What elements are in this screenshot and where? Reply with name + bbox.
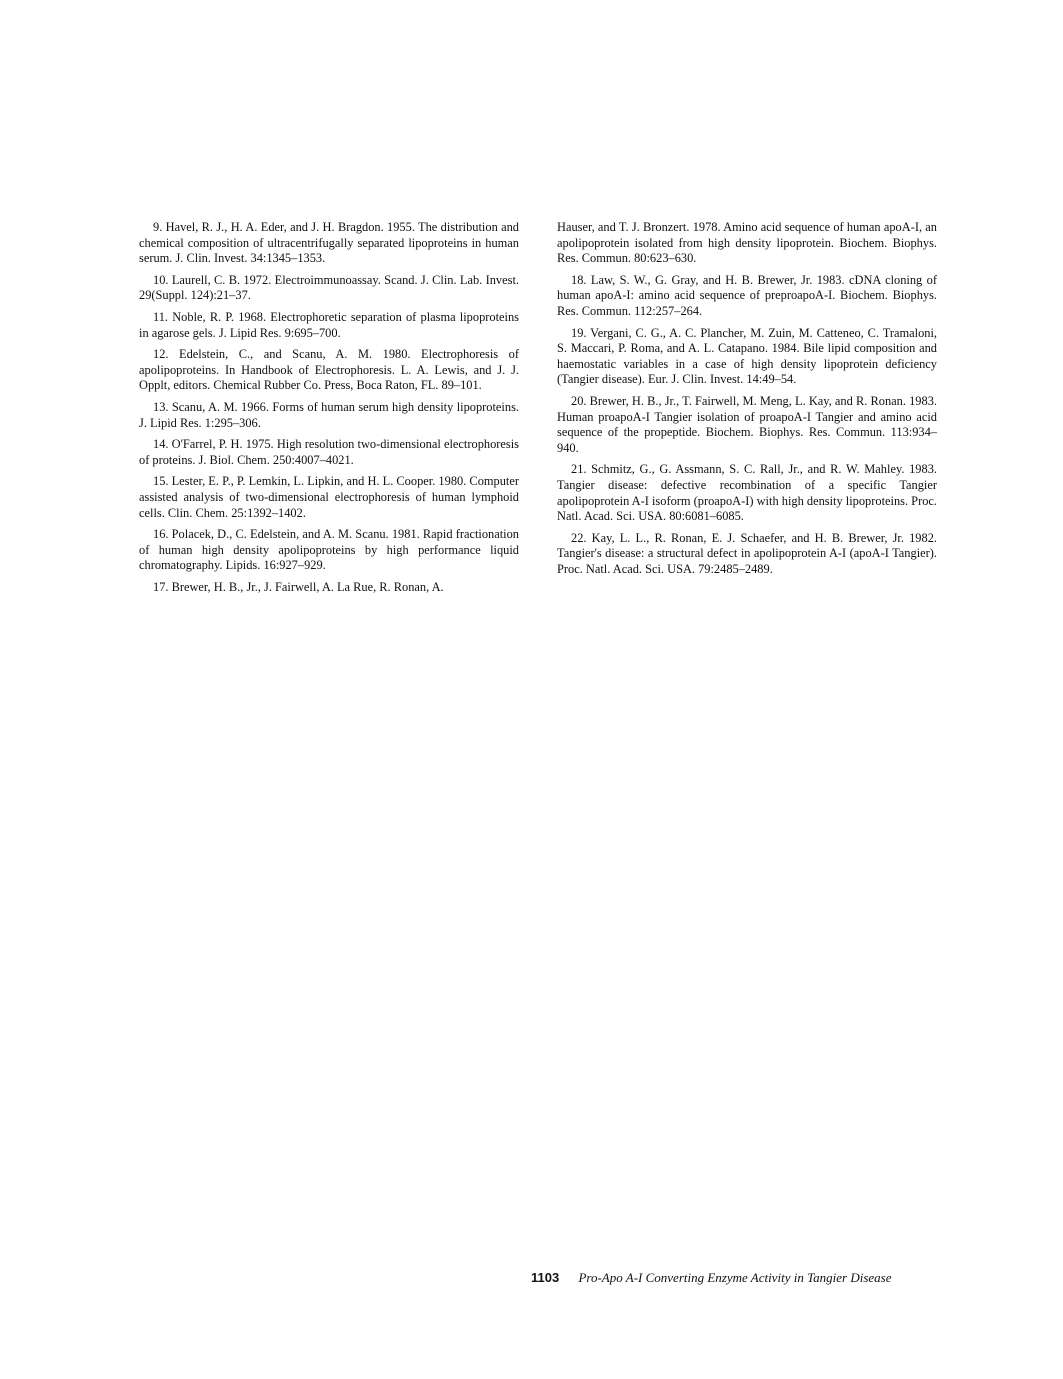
reference-12: 12. Edelstein, C., and Scanu, A. M. 1980. Electrophoresis of apolipoproteins. In Handbook of Electrophoresis. L. A. Lewis, and J. J. Opplt, editors. Chemical Rubber Co. Press, Boca Raton, FL. 89–101. [139,347,519,393]
reference-14: 14. O'Farrel, P. H. 1975. High resolution two-dimensional electrophoresis of proteins. J. Biol. Chem. 250:4007–4021. [139,437,519,467]
reference-20: 20. Brewer, H. B., Jr., T. Fairwell, M. Meng, L. Kay, and R. Ronan. 1983. Human proapoA-I Tangier isolation of proapoA-I Tangier and amino acid sequence of the propeptide. Biochem. Biophys. Res. Commun. 113:934–940. [557,393,937,455]
reference-list-right [557,220,937,583]
reference-15: 15. Lester, E. P., P. Lemkin, L. Lipkin, and H. L. Cooper. 1980. Computer assisted analysis of two-dimensional electrophoresis of human lymphoid cells. Clin. Chem. 25:1392–1402. [139,474,519,520]
reference-13: 13. Scanu, A. M. 1966. Forms of human serum high density lipoproteins. J. Lipid Res. 1:295–306. [139,399,519,430]
reference-17-continued: Hauser, and T. J. Bronzert. 1978. Amino acid sequence of human apoA-I, an apolipoprotein isolated from high density lipoprotein. Biochem. Biophys. Res. Commun. 80:623–630. [557,220,937,266]
page-number: 1103 [531,1270,560,1285]
reference-11: 11. Noble, R. P. 1968. Electrophoretic separation of plasma lipoproteins in agarose gels. J. Lipid Res. 9:695–700. [139,309,519,340]
reference-16: 16. Polacek, D., C. Edelstein, and A. M. Scanu. 1981. Rapid fractionation of human high density apolipoproteins by high performance liquid chromatography. Lipids. 16:927–929. [139,527,519,573]
reference-17: 17. Brewer, H. B., Jr., J. Fairwell, A. La Rue, R. Ronan, A. [153,579,444,594]
reference-22: 22. Kay, L. L., R. Ronan, E. J. Schaefer, and H. B. Brewer, Jr. 1982. Tangier's disease: a structural defect in apolipoprotein A-I (apoA-I Tangier). Proc. Natl. Acad. Sci. USA. 79:2485–2489. [557,530,937,576]
page-footer [531,1270,951,1286]
reference-18: 18. Law, S. W., G. Gray, and H. B. Brewer, Jr. 1983. cDNA cloning of human apoA-I: amino acid sequence of preproapoA-I. Biochem. Biophys. Res. Commun. 112:257–264. [557,272,937,318]
reference-19: 19. Vergani, C. G., A. C. Plancher, M. Zuin, M. Catteneo, C. Tramaloni, S. Maccari, P. Roma, and A. L. Catapano. 1984. Bile lipid composition and haemostatic variables in a case of high density lipoprotein deficiency (Tangier disease). Eur. J. Clin. Invest. 14:49–54. [557,325,937,387]
reference-list-left [139,220,519,601]
reference-10: 10. Laurell, C. B. 1972. Electroimmunoassay. Scand. J. Clin. Lab. Invest. 29(Suppl. 124):21–37. [139,272,519,303]
running-title: Pro-Apo A-I Converting Enzyme Activity in Tangier Disease [578,1270,892,1285]
reference-21: 21. Schmitz, G., G. Assmann, S. C. Rall, Jr., and R. W. Mahley. 1983. Tangier disease: defective recombination of a specific Tangier apolipoprotein A-I isoform (proapoA-I) with high density lipoproteins. Proc. Natl. Acad. Sci. USA. 80:6081–6085. [557,462,937,524]
reference-9: 9. Havel, R. J., H. A. Eder, and J. H. Bragdon. 1955. The distribution and chemical composition of ultracentrifugally separated lipoproteins in human serum. J. Clin. Invest. 34:1345–1353. [139,220,519,266]
